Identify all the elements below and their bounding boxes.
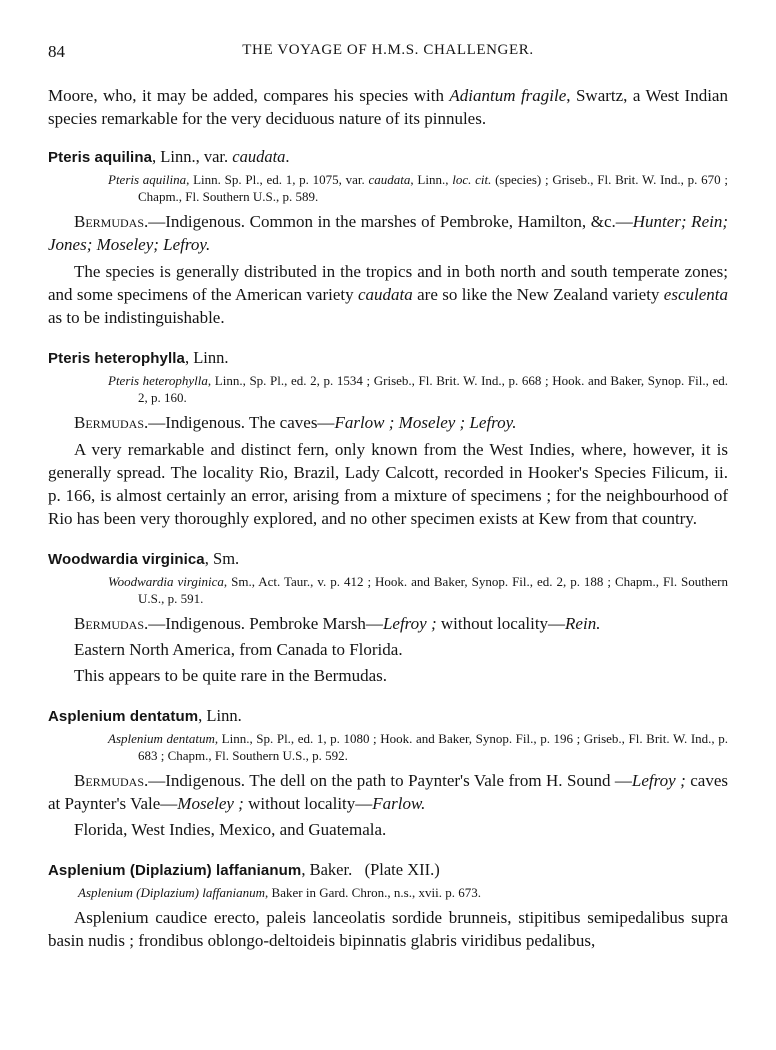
species-name: Asplenium dentatum, Linn. <box>48 706 242 725</box>
citation: Asplenium (Diplazium) laffanianum, Baker in Gard. Chron., n.s., xvii. p. 673. <box>78 885 481 900</box>
locality-record: Bermudas.—Indigenous. Pembroke Marsh—Lefroy ; without locality—Rein. <box>74 614 601 633</box>
entry-asplenium-laffanianum <box>48 859 728 952</box>
running-header <box>48 42 728 64</box>
entry-pteris-aquilina <box>48 146 728 329</box>
citation: Woodwardia virginica, Sm., Act. Taur., v. p. 412 ; Hook. and Baker, Synop. Fil., ed. 2, p. 188 ; Chapm., Fl. Southern U.S., p. 591. <box>108 574 728 606</box>
entry-asplenium-dentatum <box>48 705 728 841</box>
species-name: Woodwardia virginica, Sm. <box>48 549 240 568</box>
species-name: Pteris heterophylla, Linn. <box>48 348 229 367</box>
running-title: THE VOYAGE OF H.M.S. CHALLENGER. <box>242 42 534 58</box>
entry-pteris-heterophylla <box>48 347 728 530</box>
species-note: The species is generally distributed in the tropics and in both north and south temperate zones; and some specimens of the American variety caudata are so like the New Zealand variety esculenta as to be indistinguishable. <box>48 262 728 327</box>
latin-description: Asplenium caudice erecto, paleis lanceolatis sordide brunneis, stipitibus semipedalibus supra basin nudis ; frondibus oblongo-deltoideis bipinnatis glabris viridibus pedalibus, <box>48 908 728 950</box>
citation: Pteris heterophylla, Linn., Sp. Pl., ed. 2, p. 1534 ; Griseb., Fl. Brit. W. Ind., p. 668 ; Hook. and Baker, Synop. Fil., ed. 2, p. 160. <box>108 373 728 405</box>
locality-record: Bermudas.—Indigenous. The caves—Farlow ; Moseley ; Lefroy. <box>74 413 517 432</box>
page-body <box>48 84 728 952</box>
citation: Asplenium dentatum, Linn., Sp. Pl., ed. 1, p. 1080 ; Hook. and Baker, Synop. Fil., p. 196 ; Griseb., Fl. Brit. W. Ind., p. 683 ; Chapm., Fl. Southern U.S., p. 592. <box>108 731 729 763</box>
page-number: 84 <box>48 42 65 61</box>
distribution-range: Florida, West Indies, Mexico, and Guatemala. <box>74 820 387 839</box>
intro-paragraph: Moore, who, it may be added, compares his species with Adiantum fragile, Swartz, a West Indian species remarkable for the very deciduous nature of its pinnules. <box>48 86 728 128</box>
locality-record: Bermudas.—Indigenous. The dell on the path to Paynter's Vale from H. Sound —Lefroy ; caves at Paynter's Vale—Moseley ; without locality—Farlow. <box>48 771 728 813</box>
species-note: A very remarkable and distinct fern, only known from the West Indies, where, however, it is generally spread. The locality Rio, Brazil, Lady Calcott, recorded in Hooker's Species Filicum, ii. p. 166, is almost certainly an error, arising from a mixture of specimens ; for the neighbourhood of Rio has been very thoroughly explored, and no other specimen exists at Kew from that country. <box>48 440 728 528</box>
citation: Pteris aquilina, Linn. Sp. Pl., ed. 1, p. 1075, var. caudata, Linn., loc. cit. (species) ; Griseb., Fl. Brit. W. Ind., p. 670 ; Chapm., Fl. Southern U.S., p. 589. <box>108 172 728 204</box>
species-name: Asplenium (Diplazium) laffanianum, Baker. (Plate XII.) <box>48 860 440 879</box>
locality-record: Bermudas.—Indigenous. Common in the marshes of Pembroke, Hamilton, &c.—Hunter; Rein; Jones; Moseley; Lefroy. <box>48 212 728 254</box>
plate-reference: (Plate XII.) <box>364 860 440 879</box>
entry-woodwardia-virginica <box>48 548 728 687</box>
species-note: This appears to be quite rare in the Bermudas. <box>74 666 387 685</box>
species-name: Pteris aquilina, Linn., var. caudata. <box>48 147 290 166</box>
distribution-range: Eastern North America, from Canada to Florida. <box>74 640 403 659</box>
